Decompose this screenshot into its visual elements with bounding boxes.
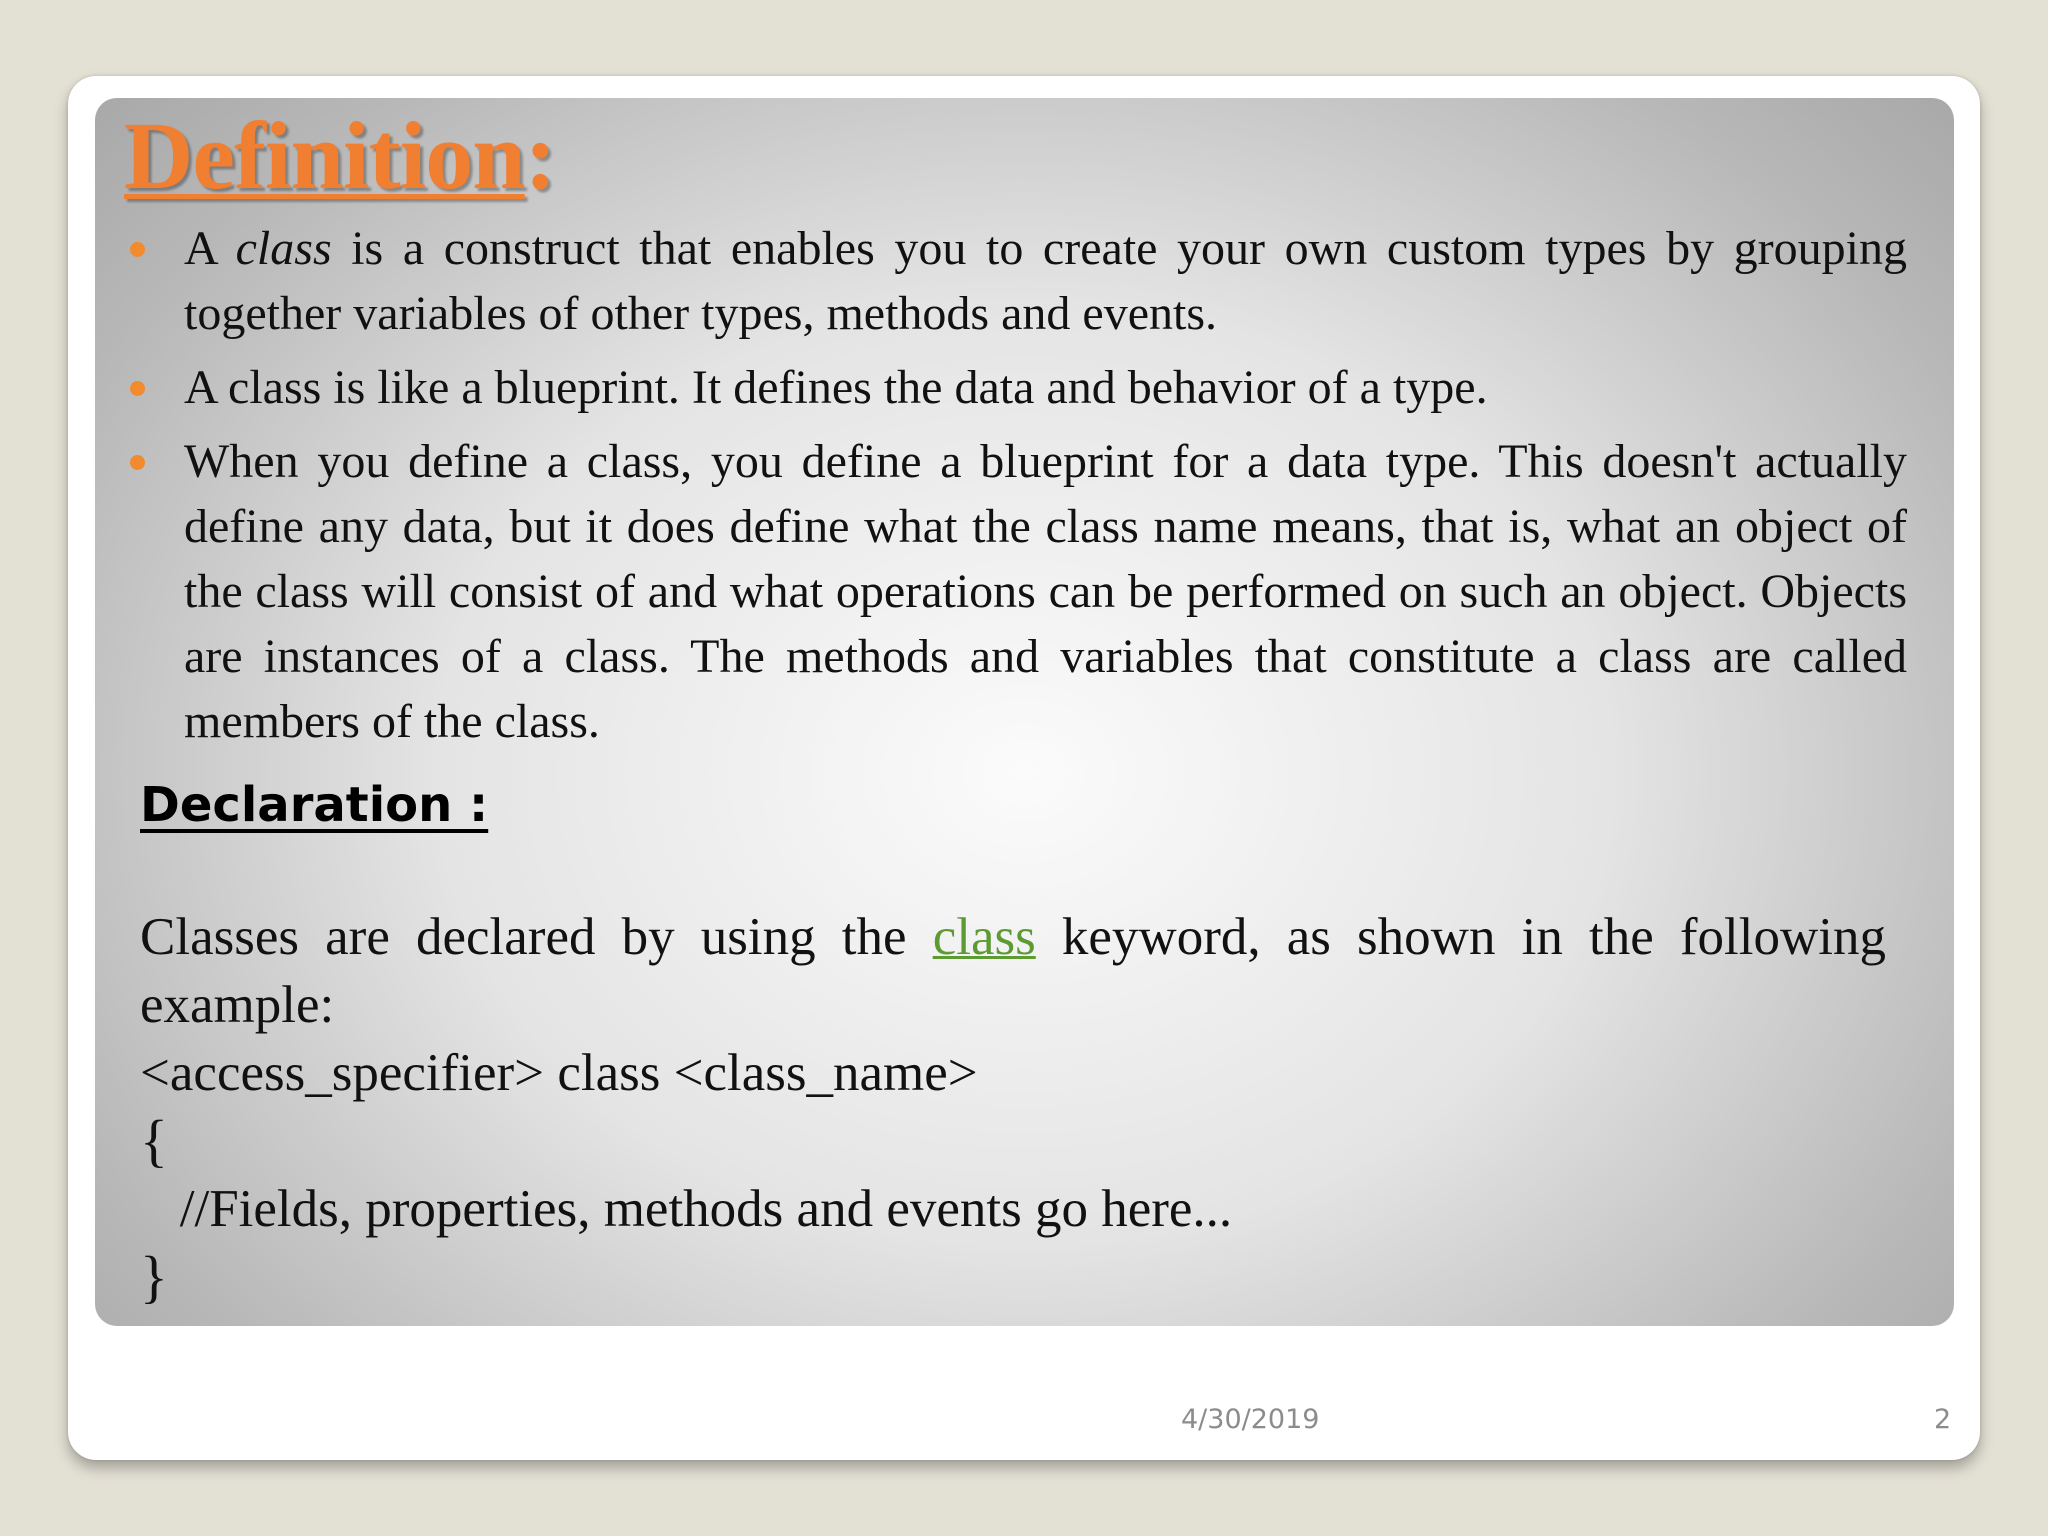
- code-line: //Fields, properties, methods and events go here...: [140, 1180, 1233, 1238]
- class-keyword-link[interactable]: class: [932, 908, 1036, 966]
- bullet-item: [95, 429, 1954, 754]
- bullet-dot-icon: [130, 381, 145, 396]
- bullet-emphasis: class: [235, 222, 332, 275]
- definition-bullet-list: [95, 216, 1954, 763]
- declaration-intro: [140, 903, 1886, 1039]
- slide-title: [124, 102, 556, 209]
- slide-title-word: Definition: [124, 102, 525, 209]
- bullet-text: When you define a class, you define a blueprint for a data type. This doesn't actually define any data, but it does define what the class name means, that is, what an object of the class will consist of and what operations can be performed on such an object. Objects are instances of a class. The methods and variables that constitute a class are called members of the class.: [184, 435, 1907, 748]
- bullet-item: [95, 216, 1954, 346]
- declaration-body: [140, 903, 1886, 1311]
- content-panel: [95, 98, 1954, 1326]
- code-line: }: [140, 1244, 168, 1309]
- bullet-text: A class is like a blueprint. It defines the data and behavior of a type.: [184, 361, 1488, 414]
- declaration-heading: Declaration :: [140, 777, 489, 833]
- declaration-intro-after: keyword, as shown in the following example:: [140, 908, 1886, 1034]
- slide-page-number: 2: [1934, 1404, 1952, 1435]
- bullet-prefix: A: [184, 222, 236, 275]
- footer-date: 4/30/2019: [1181, 1404, 1320, 1435]
- slide: [68, 76, 1980, 1460]
- slide-title-colon: :: [524, 102, 556, 209]
- bullet-rest: is a construct that enables you to create your own custom types by grouping together variables of other types, methods and events.: [184, 222, 1908, 340]
- code-line: <access_specifier> class <class_name>: [140, 1044, 978, 1102]
- code-line: {: [140, 1108, 168, 1173]
- bullet-item: [95, 355, 1954, 420]
- declaration-intro-before: Classes are declared by using the: [140, 908, 933, 966]
- bullet-dot-icon: [130, 242, 145, 257]
- bullet-dot-icon: [130, 455, 145, 470]
